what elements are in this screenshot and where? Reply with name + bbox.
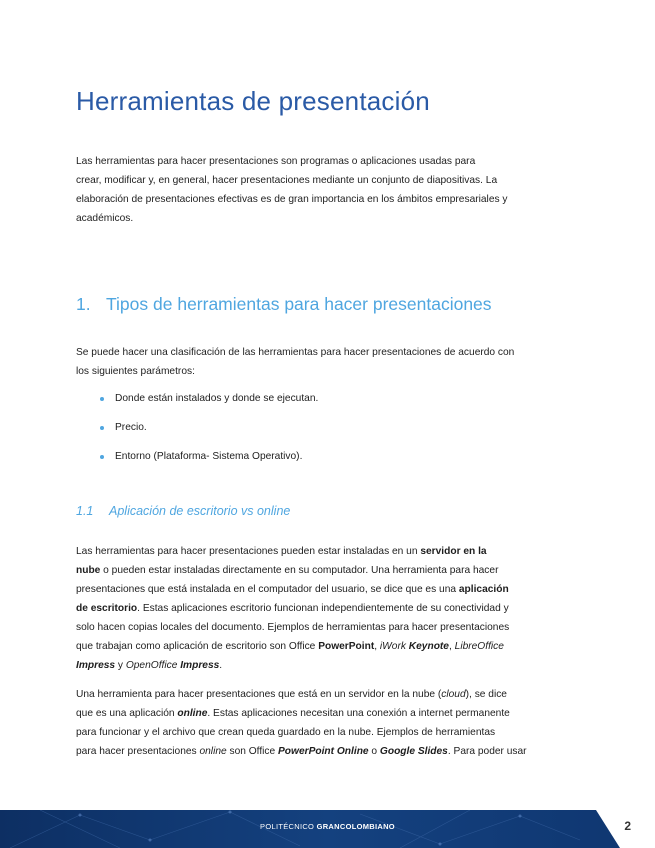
section-1-lead-line-1: Se puede hacer una clasificación de las herramientas para hacer presentaciones de acuerdo con <box>76 347 515 358</box>
section-1-heading <box>76 294 492 315</box>
italic-run: cloud <box>441 689 466 700</box>
text-run: que es una aplicación <box>76 708 178 719</box>
bold-italic-run: Impress <box>76 660 116 671</box>
footer-brand <box>0 822 655 831</box>
page-title: Herramientas de presentación <box>76 86 430 116</box>
bold-run: de escritorio <box>76 603 138 614</box>
text-run: y <box>115 660 126 671</box>
bold-italic-run: PowerPoint Online <box>278 746 369 757</box>
bold-italic-run: Keynote <box>408 641 449 652</box>
list-item-text: Precio. <box>115 422 147 433</box>
brand-bold: GRANCOLOMBIANO <box>316 822 395 831</box>
intro-line-4: académicos. <box>76 213 134 224</box>
section-1-number: 1. <box>76 294 91 314</box>
section-1-lead-line-2: los siguientes parámetros: <box>76 366 195 377</box>
bullet-dot-icon <box>100 426 104 430</box>
text-run: ), se dice <box>465 689 507 700</box>
bold-italic-run: Google Slides <box>379 746 448 757</box>
parameter-list <box>100 389 318 476</box>
text-run: presentaciones que está instalada en el computador del usuario, se dice que es una <box>76 584 459 595</box>
intro-line-1: Las herramientas para hacer presentaciones son programas o aplicaciones usadas para <box>76 156 476 167</box>
text-run: , <box>448 641 455 652</box>
section-1-1-number: 1.1 <box>76 504 94 518</box>
text-run: que trabajan como aplicación de escritorio son Office <box>76 641 319 652</box>
italic-run: online <box>199 746 227 757</box>
text-run: Las herramientas para hacer presentaciones pueden estar instaladas en un <box>76 546 421 557</box>
text-run: solo hacen copias locales del documento. Ejemplos de herramientas para hacer presentaciones <box>76 622 510 633</box>
bullet-dot-icon <box>100 455 104 459</box>
footer-band <box>0 810 655 848</box>
text-run: son Office <box>226 746 279 757</box>
online-app-paragraph <box>76 685 586 761</box>
text-run: , <box>374 641 380 652</box>
bold-italic-run: Impress <box>180 660 220 671</box>
section-1-1-title: Aplicación de escritorio vs online <box>109 504 291 518</box>
text-run: . Para poder usar <box>447 746 527 757</box>
list-item-text: Donde están instalados y donde se ejecutan. <box>115 393 319 404</box>
list-item <box>100 389 318 418</box>
page-number: 2 <box>624 819 631 833</box>
section-1-1-heading <box>76 504 290 518</box>
bold-run: servidor en la <box>420 546 487 557</box>
text-run: . Estas aplicaciones necesitan una conexión a internet permanente <box>207 708 510 719</box>
text-run: o <box>368 746 380 757</box>
list-item-text: Entorno (Plataforma- Sistema Operativo). <box>115 451 303 462</box>
brand-light: POLITÉCNICO <box>260 822 317 831</box>
section-1-lead <box>76 343 586 381</box>
intro-paragraph <box>76 152 586 228</box>
text-run: Una herramienta para hacer presentaciones que está en un servidor en la nube ( <box>76 689 442 700</box>
text-run: para funcionar y el archivo que crean queda guardado en la nube. Ejemplos de herramientas <box>76 727 496 738</box>
text-run: o pueden estar instaladas directamente en su computador. Una herramienta para hacer <box>100 565 499 576</box>
text-run: . Estas aplicaciones escritorio funcionan independientemente de su conectividad y <box>137 603 509 614</box>
intro-line-2: crear, modificar y, en general, hacer presentaciones mediante un conjunto de diapositivas. La <box>76 175 498 186</box>
intro-line-3: elaboración de presentaciones efectivas es de gran importancia en los ámbitos empresariales y <box>76 194 508 205</box>
section-1-title: Tipos de herramientas para hacer presentaciones <box>106 294 492 314</box>
bold-run: nube <box>76 565 101 576</box>
text-run: . <box>219 660 223 671</box>
list-item <box>100 418 318 447</box>
text-run: para hacer presentaciones <box>76 746 200 757</box>
list-item <box>100 447 318 476</box>
desktop-app-paragraph <box>76 542 586 675</box>
italic-run: iWork <box>379 641 409 652</box>
bold-italic-run: online <box>177 708 208 719</box>
italic-run: LibreOffice <box>454 641 504 652</box>
bold-run: aplicación <box>458 584 509 595</box>
bold-run: PowerPoint <box>318 641 375 652</box>
italic-run: OpenOffice <box>125 660 181 671</box>
bullet-dot-icon <box>100 397 104 401</box>
